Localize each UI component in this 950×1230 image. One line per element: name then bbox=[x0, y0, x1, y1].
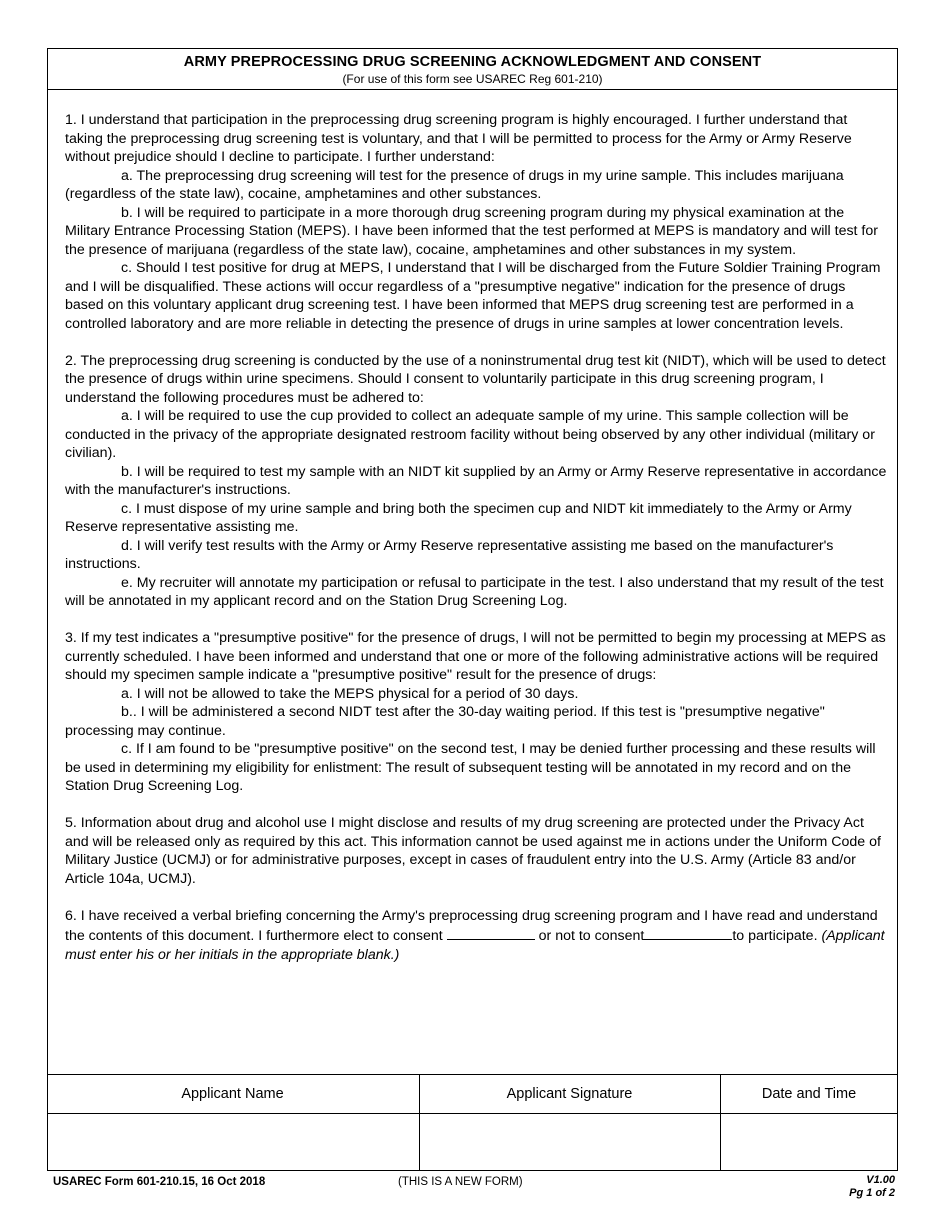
section-3-item-a: a. I will not be allowed to take the MEPS physical for a period of 30 days. bbox=[121, 685, 579, 702]
section-6-text bbox=[65, 907, 887, 965]
signature-entry-row bbox=[47, 1114, 898, 1171]
page-number: Pg 1 of 2 bbox=[849, 1187, 895, 1199]
form-header bbox=[48, 49, 897, 90]
section-5 bbox=[65, 814, 887, 888]
form-body bbox=[65, 111, 887, 983]
form-subtitle: (For use of this form see USAREC Reg 601-210) bbox=[342, 72, 603, 86]
section-2-item-c: c. I must dispose of my urine sample and bring both the specimen cup and NIDT kit immediately to the Army or Army Reserve representative assisting me. bbox=[65, 500, 852, 535]
version-page bbox=[849, 1174, 895, 1200]
section-2-intro: 2. The preprocessing drug screening is conducted by the use of a noninstrumental drug test kit (NIDT), which will be used to detect the presence of drugs within urine specimens. Should I consent to voluntarily participate in this drug screening program, I understand the following procedures must be adhered to: bbox=[65, 352, 886, 406]
applicant-name-field[interactable] bbox=[47, 1114, 420, 1171]
section-2-item-d: d. I will verify test results with the Army or Army Reserve representative assisting me based on the manufacturer's instructions. bbox=[65, 537, 834, 572]
section-1-item-c: c. Should I test positive for drug at MEPS, I understand that I will be discharged from the Future Soldier Training Program and I will be disqualified. These actions will occur regardless of a "presumptive negative" indication for the presence of drugs based on this voluntary applicant drug screening test. I have been informed that MEPS drug screening test are performed in a controlled laboratory and are more reliable in detecting the presence of drugs in urine samples at lower concentration levels. bbox=[65, 260, 881, 332]
date-time-header: Date and Time bbox=[720, 1075, 898, 1114]
section-2-item-b: b. I will be required to test my sample with an NIDT kit supplied by an Army or Army Reserve representative in accordance with the manufacturer's instructions. bbox=[65, 463, 887, 498]
section-5-text: 5. Information about drug and alcohol use I might disclose and results of my drug screening are protected under the Privacy Act and will be released only as required by this act. This information cannot be used against me in actions under the Uniform Code of Military Justice (UCMJ) or for administrative purposes, except in cases of fraudulent entry into the U.S. Army (Article 83 and/or Article 104a, UCMJ). bbox=[65, 815, 881, 887]
consent-form bbox=[47, 48, 898, 1171]
applicant-signature-header: Applicant Signature bbox=[419, 1075, 720, 1114]
form-version: V1.00 bbox=[866, 1174, 895, 1186]
form-footer bbox=[0, 1174, 950, 1214]
section-2 bbox=[65, 352, 887, 611]
signature-header-row bbox=[47, 1075, 898, 1114]
new-form-note: (THIS IS A NEW FORM) bbox=[398, 1176, 523, 1188]
section-3-item-b: b.. I will be administered a second NIDT test after the 30-day waiting period. If this test is "presumptive negative" processing may continue. bbox=[65, 704, 825, 739]
section-3-intro: 3. If my test indicates a "presumptive positive" for the presence of drugs, I will not be permitted to begin my processing at MEPS as currently scheduled. I have been informed and understand that one or more of the following administrative actions will be required should my specimen sample indicate a "presumptive positive" result for the presence of drugs: bbox=[65, 630, 886, 683]
not-consent-initials-blank[interactable] bbox=[644, 925, 732, 940]
consent-initials-blank[interactable] bbox=[447, 925, 535, 940]
section-6-note: (Applicant must enter his or her initials in the appropriate blank.) bbox=[65, 928, 885, 963]
applicant-signature-field[interactable] bbox=[419, 1114, 720, 1171]
section-1-intro: 1. I understand that participation in the preprocessing drug screening program is highly encouraged. I further understand that taking the preprocessing drug screening test is voluntary, and that I will be permitted to process for the Army or Army Reserve without prejudice should I decline to participate. I further understand: bbox=[65, 112, 852, 165]
section-6-part2: or not to consent bbox=[534, 928, 645, 944]
applicant-name-header: Applicant Name bbox=[47, 1075, 420, 1114]
form-id: USAREC Form 601-210.15, 16 Oct 2018 bbox=[53, 1176, 266, 1188]
form-title: ARMY PREPROCESSING DRUG SCREENING ACKNOWLEDGMENT AND CONSENT bbox=[183, 54, 762, 70]
date-time-field[interactable] bbox=[720, 1114, 898, 1171]
section-2-item-a: a. I will be required to use the cup provided to collect an adequate sample of my urine. This sample collection will be conducted in the privacy of the appropriate designated restroom facility without being observed by any other individual (military or civilian). bbox=[65, 408, 875, 461]
section-3 bbox=[65, 629, 887, 796]
section-6-part3: to participate. bbox=[732, 928, 822, 944]
section-1 bbox=[65, 111, 887, 333]
signature-table bbox=[47, 1074, 898, 1170]
section-1-item-b: b. I will be required to participate in a more thorough drug screening program during my physical examination at the Military Entrance Processing Station (MEPS). I have been informed that the test performed at MEPS is mandatory and will test for the presence of marijuana (regardless of the state law), cocaine, amphetamines and other substances in my system. bbox=[65, 204, 878, 258]
section-1-item-a: a. The preprocessing drug screening will test for the presence of drugs in my urine sample. This includes marijuana (regardless of the state law), cocaine, amphetamines and other substances. bbox=[65, 167, 844, 202]
section-6 bbox=[65, 907, 887, 965]
section-3-item-c: c. If I am found to be "presumptive positive" on the second test, I may be denied further processing and these results will be used in determining my eligibility for enlistment: The result of subsequent testing will be annotated in my record and on the Station Drug Screening Log. bbox=[65, 741, 876, 794]
section-2-item-e: e. My recruiter will annotate my participation or refusal to participate in the test. I also understand that my result of the test will be annotated in my applicant record and on the Station Drug Screening Log. bbox=[65, 574, 884, 609]
section-6-part1: 6. I have received a verbal briefing concerning the Army's preprocessing drug screening program and I have read and understand the contents of this document. I furthermore elect to consent bbox=[65, 907, 878, 944]
